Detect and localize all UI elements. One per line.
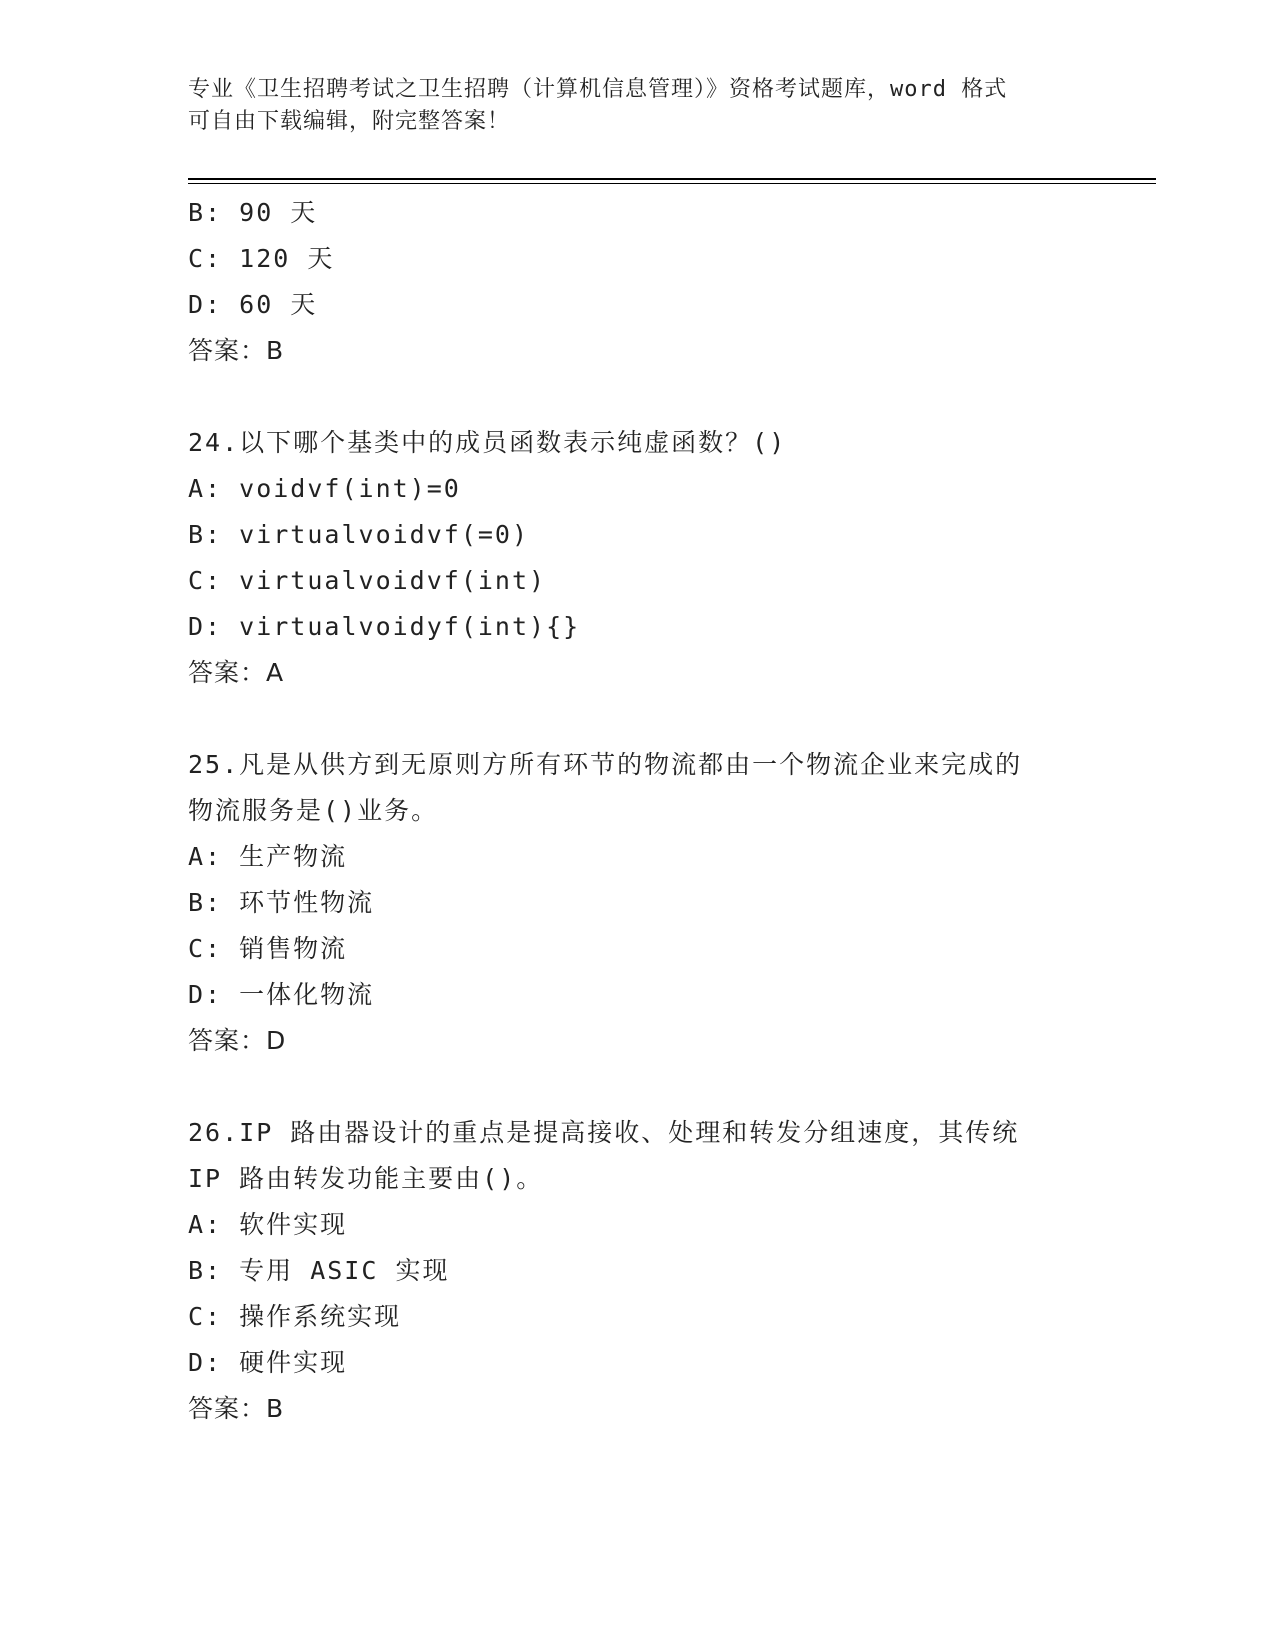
answer-label: 答案：D — [188, 1026, 287, 1055]
question-list — [188, 190, 1118, 1432]
option-a: A: 生产物流 — [188, 842, 348, 871]
question-25 — [188, 742, 1118, 1064]
option-c: C: 120 天 — [188, 244, 335, 273]
document-header — [188, 74, 1088, 138]
question-24 — [188, 420, 1118, 696]
header-line-1: 专业《卫生招聘考试之卫生招聘（计算机信息管理）》资格考试题库，word 格式 — [188, 77, 1008, 102]
header-divider-thin — [188, 183, 1156, 184]
question-stem-line-2: IP 路由转发功能主要由()。 — [188, 1164, 544, 1193]
option-a: A: 软件实现 — [188, 1210, 348, 1239]
option-d: D: 60 天 — [188, 290, 318, 319]
question-stem-line-1: 26.IP 路由器设计的重点是提高接收、处理和转发分组速度，其传统 — [188, 1118, 1020, 1147]
option-d: D: virtualvoidyf(int){} — [188, 612, 581, 641]
answer-label: 答案：B — [188, 1394, 285, 1423]
option-b: B: 专用 ASIC 实现 — [188, 1256, 450, 1285]
option-b: B: 环节性物流 — [188, 888, 375, 917]
header-line-2: 可自由下载编辑，附完整答案！ — [188, 109, 511, 134]
option-d: D: 一体化物流 — [188, 980, 375, 1009]
header-divider — [188, 178, 1156, 180]
option-b: B: virtualvoidvf(=0) — [188, 520, 530, 549]
option-a: A: voidvf(int)=0 — [188, 474, 461, 503]
answer-label: 答案：A — [188, 658, 285, 687]
option-c: C: virtualvoidvf(int) — [188, 566, 547, 595]
option-d: D: 硬件实现 — [188, 1348, 348, 1377]
option-c: C: 操作系统实现 — [188, 1302, 402, 1331]
answer-label: 答案：B — [188, 336, 285, 365]
question-stem: 24.以下哪个基类中的成员函数表示纯虚函数？() — [188, 428, 787, 457]
option-b: B: 90 天 — [188, 198, 318, 227]
question-23-tail — [188, 190, 1118, 374]
option-c: C: 销售物流 — [188, 934, 348, 963]
question-stem-line-1: 25.凡是从供方到无原则方所有环节的物流都由一个物流企业来完成的 — [188, 750, 1023, 779]
question-26 — [188, 1110, 1118, 1432]
question-stem-line-2: 物流服务是()业务。 — [188, 796, 439, 825]
